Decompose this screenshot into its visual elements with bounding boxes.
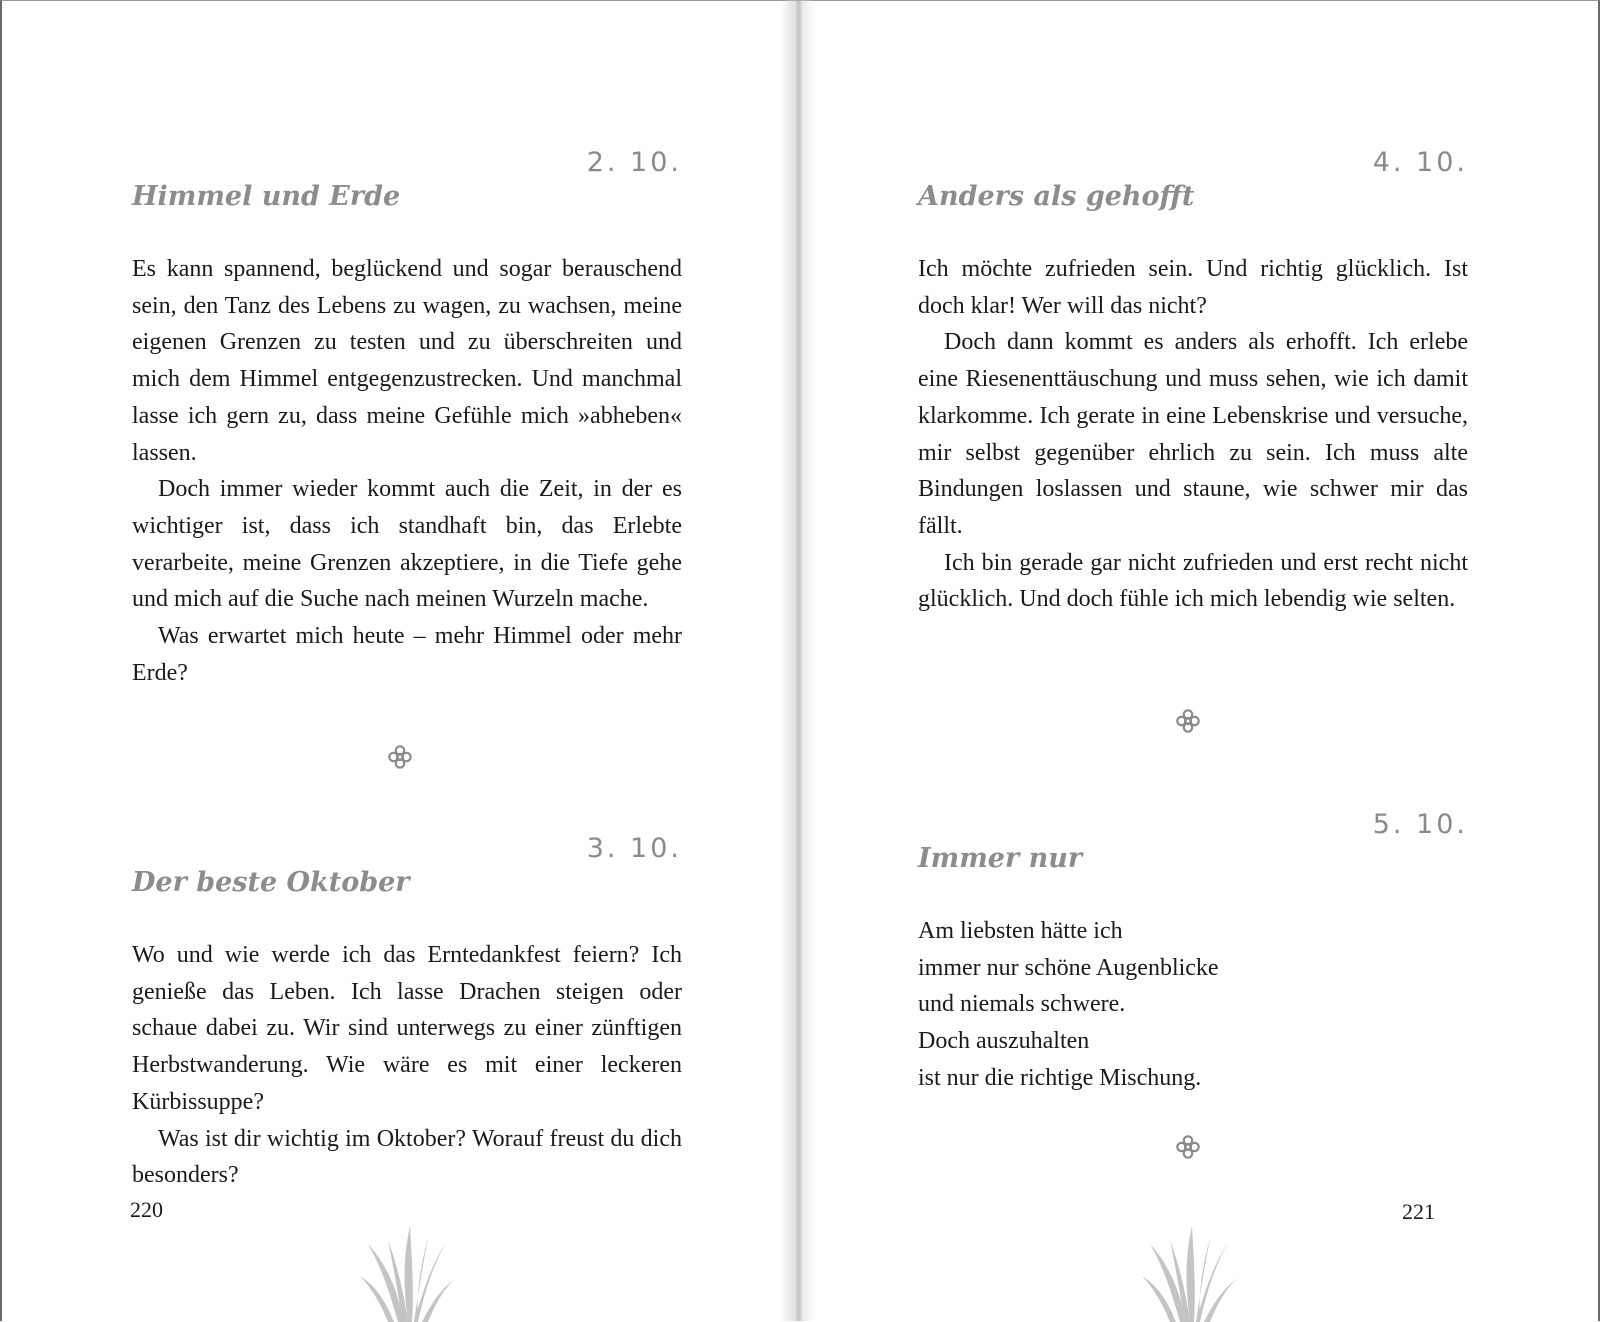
paragraph: Wo und wie werde ich das Erntedankfest feiern? Ich genieße das Leben. Ich lasse Drachen steigen oder schaue dabei zu. Wir sind unterwegs zu einer zünftigen Herbstwanderung. Wie wäre es mit einer leckeren Kürbissuppe? <box>132 942 682 1115</box>
left-page <box>0 0 798 1321</box>
right-page <box>798 0 1600 1321</box>
grass-ornament-icon <box>1140 1222 1240 1322</box>
entry-body <box>132 251 682 691</box>
paragraph: Es kann spannend, beglückend und sogar berauschend sein, den Tanz des Lebens zu wagen, zu wachsen, meine eigenen Grenzen zu testen und zu überschreiten und mich dem Himmel entgegenzustrecken. Und manchmal lasse ich gern zu, dass meine Gefühle mich »abheben« lassen. <box>132 256 682 466</box>
entry-body <box>918 251 1468 618</box>
entry-body <box>132 937 682 1194</box>
poem-line: ist nur die richtige Mischung. <box>918 1064 1202 1091</box>
paragraph: Ich bin gerade gar nicht zufrieden und erst recht nicht glücklich. Und doch fühle ich mich lebendig wie selten. <box>918 549 1468 613</box>
paragraph: Was erwartet mich heute – mehr Himmel oder mehr Erde? <box>132 623 682 686</box>
entry-date: 2. 10. <box>586 147 682 178</box>
grass-ornament-icon <box>358 1222 458 1322</box>
paragraph: Was ist dir wichtig im Oktober? Worauf freust du dich besonders? <box>132 1125 682 1189</box>
page-number: 221 <box>1402 1199 1435 1224</box>
flower-ornament-icon <box>1174 1133 1202 1161</box>
flower-ornament-icon <box>1174 707 1202 735</box>
entry-title: Immer nur <box>918 843 1083 874</box>
poem <box>918 913 1468 1097</box>
entry-date: 5. 10. <box>1372 809 1468 840</box>
entry-3-10 <box>132 833 682 1189</box>
entry-title: Anders als gehofft <box>918 181 1195 212</box>
paragraph: Ich möchte zufrieden sein. Und richtig glücklich. Ist doch klar! Wer will das nicht? <box>918 256 1468 319</box>
paragraph: Doch dann kommt es anders als erhofft. Ich erlebe eine Riesenenttäuschung und muss sehen, wie ich damit klarkomme. Ich gerate in eine Lebenskrise und versuche, mir selbst gegenüber ehrlich zu sein. Ich muss alte Bindungen loslassen und staune, wie schwer mir das fällt. <box>918 329 1468 539</box>
entry-4-10 <box>918 147 1468 667</box>
entry-title: Himmel und Erde <box>132 181 401 212</box>
poem-line: immer nur schöne Augenblicke <box>918 954 1219 981</box>
poem-line: Am liebsten hätte ich <box>918 918 1123 944</box>
entry-title: Der beste Oktober <box>132 867 410 898</box>
book-gutter <box>780 0 816 1321</box>
flower-ornament-icon <box>386 743 414 771</box>
poem-line: und niemals schwere. <box>918 991 1126 1018</box>
poem-line: Doch auszuhalten <box>918 1028 1090 1055</box>
entry-date: 3. 10. <box>586 833 682 864</box>
entry-5-10 <box>918 809 1468 1109</box>
paragraph: Doch immer wieder kommt auch die Zeit, in der es wichtiger ist, dass ich standhaft bin, das Erlebte verarbeite, meine Grenzen akzeptiere, in die Tiefe gehe und mich auf die Suche nach meinen Wurzeln mache. <box>132 476 682 613</box>
entry-date: 4. 10. <box>1372 147 1468 178</box>
page-number: 220 <box>130 1197 163 1222</box>
entry-2-10 <box>132 147 682 707</box>
